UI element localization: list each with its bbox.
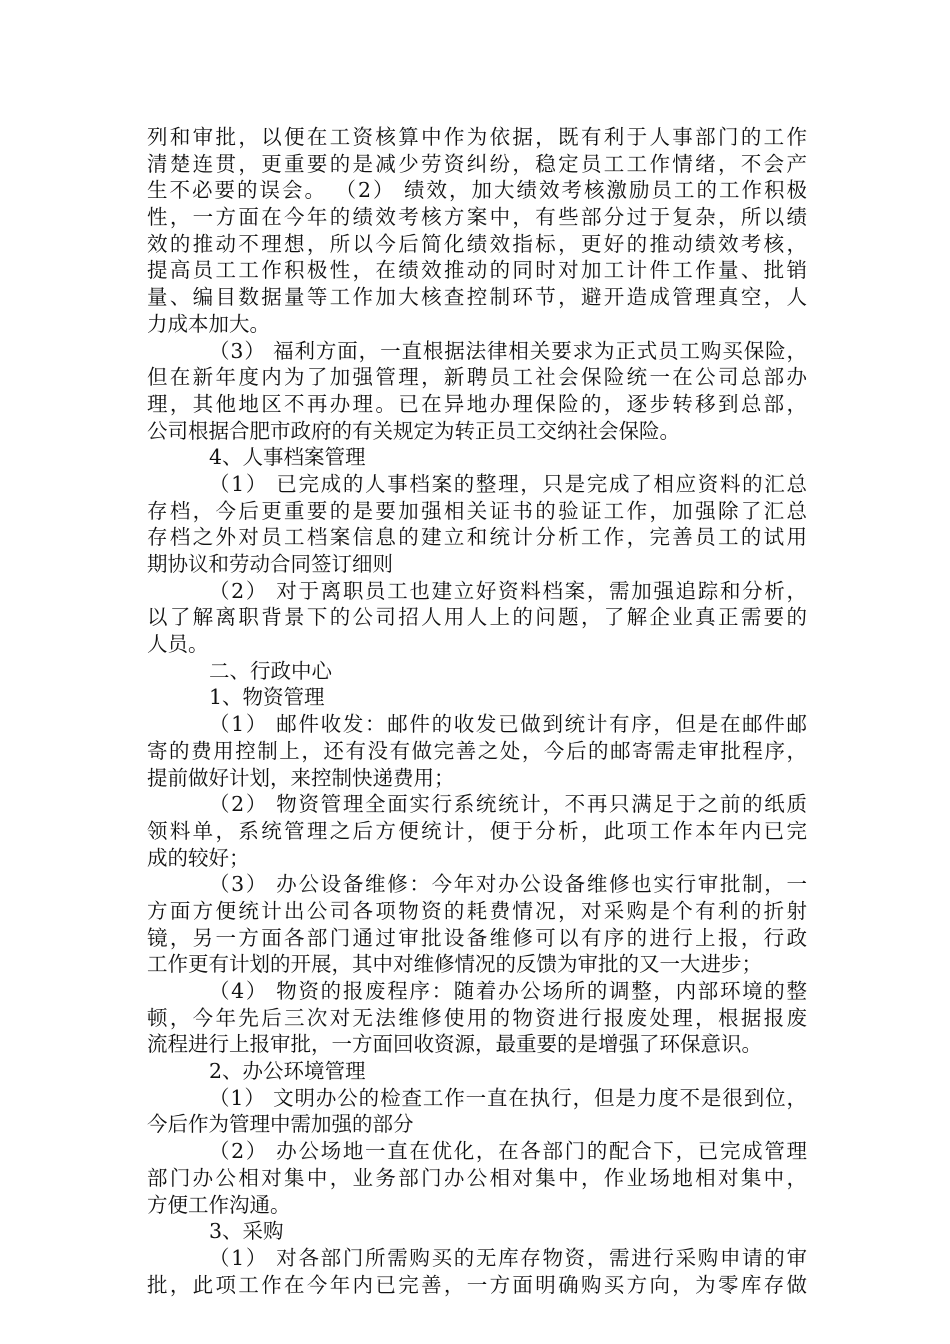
- text-line: 成的较好；: [147, 845, 250, 870]
- text-line: 公司根据合肥市政府的有关规定为转正员工交纳社会保险。: [147, 418, 680, 443]
- text-line: （1） 已完成的人事档案的整理，只是完成了相应资料的汇总: [209, 471, 807, 496]
- text-line: 方便工作沟通。: [147, 1192, 291, 1217]
- text-line: 量、编目数据量等工作加大核查控制环节，避开造成管理真空，人: [147, 285, 807, 310]
- document-body: [147, 124, 807, 1298]
- text-line: 理，其他地区不再办理。已在异地办理保险的，逐步转移到总部，: [147, 391, 807, 416]
- text-line: 以了解离职背景下的公司招人用人上的问题，了解企业真正需要的: [147, 605, 807, 630]
- text-line: 存档，今后更重要的是要加强相关证书的验证工作，加强除了汇总: [147, 498, 807, 523]
- text-line: 方面方便统计出公司各项物资的耗费情况，对采购是个有利的折射: [147, 898, 807, 923]
- text-line: 2、办公环境管理: [209, 1059, 366, 1084]
- text-line: （1） 文明办公的检查工作一直在执行，但是力度不是很到位，: [209, 1085, 807, 1110]
- text-line: 提前做好计划，来控制快递费用；: [147, 765, 455, 790]
- text-line: 存档之外对员工档案信息的建立和统计分析工作，完善员工的试用: [147, 525, 807, 550]
- text-line: 二、行政中心: [209, 658, 332, 683]
- text-line: （3） 办公设备维修：今年对办公设备维修也实行审批制，一: [209, 872, 807, 897]
- text-line: 顿，今年先后三次对无法维修使用的物资进行报废处理，根据报废: [147, 1005, 807, 1030]
- text-line: 提高员工工作积极性，在绩效推动的同时对加工计件工作量、批销: [147, 258, 807, 283]
- text-line: 人员。: [147, 632, 209, 657]
- text-line: 力成本加大。: [147, 311, 270, 336]
- text-line: 工作更有计划的开展，其中对维修情况的反馈为审批的又一大进步；: [147, 952, 762, 977]
- text-line: 流程进行上报审批，一方面回收资源，最重要的是增强了环保意识。: [147, 1032, 762, 1057]
- text-line: （2） 办公场地一直在优化，在各部门的配合下，已完成管理: [209, 1139, 807, 1164]
- text-line: 效的推动不理想，所以今后简化绩效指标，更好的推动绩效考核，: [147, 231, 807, 256]
- text-line: （4） 物资的报废程序：随着办公场所的调整，内部环境的整: [209, 979, 807, 1003]
- text-line: 清楚连贯，更重要的是减少劳资纠纷，稳定员工工作情绪，不会产: [147, 151, 807, 176]
- text-line: 领料单，系统管理之后方便统计，便于分析，此项工作本年内已完: [147, 818, 807, 843]
- text-line: （3） 福利方面，一直根据法律相关要求为正式员工购买保险，: [209, 338, 807, 363]
- text-line: 1、物资管理: [209, 685, 325, 710]
- text-line: 期协议和劳动合同签订细则: [147, 552, 393, 576]
- text-line: （2） 对于离职员工也建立好资料档案，需加强追踪和分析，: [209, 578, 807, 603]
- text-line: 生不必要的误会。 （2） 绩效，加大绩效考核激励员工的工作积极: [147, 178, 807, 203]
- text-line: 今后作为管理中需加强的部分: [147, 1112, 414, 1137]
- text-line: 4、人事档案管理: [209, 445, 366, 470]
- text-line: 镜，另一方面各部门通过审批设备维修可以有序的进行上报，行政: [147, 925, 807, 950]
- text-line: 部门办公相对集中，业务部门办公相对集中，作业场地相对集中，: [147, 1165, 807, 1190]
- text-line: （1） 对各部门所需购买的无库存物资，需进行采购申请的审: [209, 1245, 807, 1270]
- text-line: （2） 物资管理全面实行系统统计，不再只满足于之前的纸质: [209, 792, 807, 817]
- text-line: 性，一方面在今年的绩效考核方案中，有些部分过于复杂，所以绩: [147, 205, 807, 230]
- text-line: 列和审批，以便在工资核算中作为依据，既有利于人事部门的工作: [147, 125, 807, 149]
- text-line: 3、采购: [209, 1219, 284, 1244]
- text-line: 但在新年度内为了加强管理，新聘员工社会保险统一在公司总部办: [147, 365, 807, 390]
- text-line: （1） 邮件收发：邮件的收发已做到统计有序，但是在邮件邮: [209, 712, 807, 737]
- text-line: 批，此项工作在今年内已完善，一方面明确购买方向，为零库存做: [147, 1272, 807, 1297]
- text-line: 寄的费用控制上，还有没有做完善之处，今后的邮寄需走审批程序，: [147, 738, 807, 763]
